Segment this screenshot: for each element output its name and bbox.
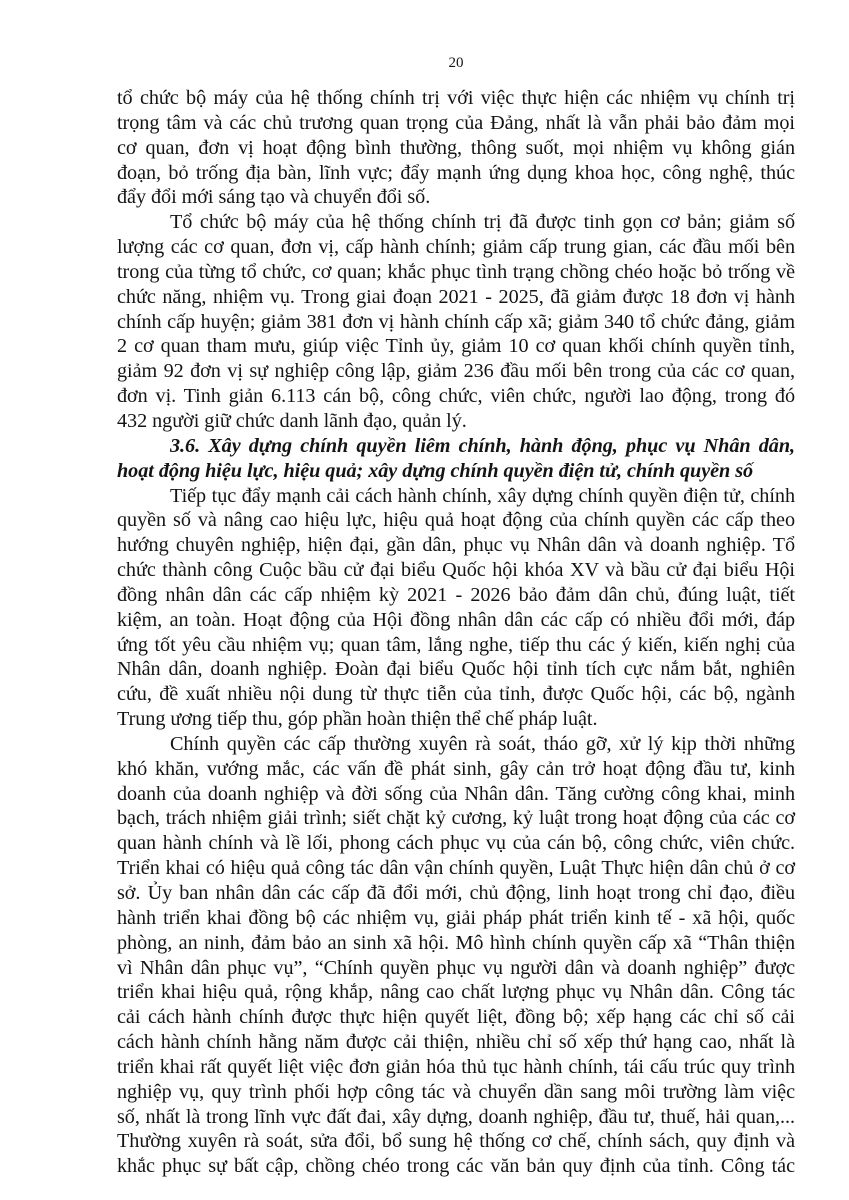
body-paragraph [117, 210, 795, 434]
text-line: ứng tốt yêu cầu nhiệm vụ; quan tâm, lắng nghe, tiếp thu các ý kiến, kiến nghị của [117, 633, 795, 656]
text-line: phòng, an ninh, đảm bảo an sinh xã hội. Mô hình chính quyền cấp xã “Thân thiện [117, 931, 795, 954]
text-line: nghiệp vụ, quy trình phối hợp công tác và chuyển dần sang môi trường làm việc [117, 1080, 795, 1103]
document-body [117, 86, 795, 1179]
body-paragraph [117, 484, 795, 732]
text-line: Thường xuyên rà soát, sửa đổi, bổ sung hệ thống cơ chế, chính sách, quy định và [117, 1130, 795, 1153]
text-line: Tiếp tục đẩy mạnh cải cách hành chính, xây dựng chính quyền điện tử, chính [170, 484, 795, 507]
text-line: tổ chức bộ máy của hệ thống chính trị với việc thực hiện các nhiệm vụ chính trị [117, 87, 795, 109]
text-line: vì Nhân dân phục vụ”, “Chính quyền phục vụ người dân và doanh nghiệp” được [117, 956, 795, 979]
text-line: sở. Ủy ban nhân dân các cấp đã đổi mới, chủ động, linh hoạt trong chỉ đạo, điều [117, 882, 795, 904]
text-line: Nhân dân, doanh nghiệp. Đoàn đại biểu Quốc hội tỉnh tích cực nắm bắt, nghiên [117, 658, 795, 681]
text-line: quan hành chính và lề lối, phong cách phục vụ của cán bộ, công chức, viên chức. [117, 832, 795, 855]
text-line: cứu, đề xuất nhiều nội dung từ thực tiễn của tỉnh, được Quốc hội, các bộ, ngành [117, 683, 795, 706]
text-line: trong của từng tổ chức, cơ quan; khắc phục tình trạng chồng chéo hoặc bỏ trống về [117, 260, 795, 283]
section-heading [117, 434, 795, 484]
text-line: 432 người giữ chức danh lãnh đạo, quản lý. [117, 409, 467, 432]
text-line: giảm 92 đơn vị sự nghiệp công lập, giảm 236 đầu mối bên trong của các cơ quan, [117, 360, 795, 383]
text-line: quyền số và nâng cao hiệu lực, hiệu quả hoạt động của chính quyền các cấp theo [117, 509, 795, 532]
page-number: 20 [448, 55, 464, 71]
text-line: triển khai rất quyết liệt việc đơn giản hóa thủ tục hành chính, tái cấu trúc quy trình [117, 1055, 795, 1078]
heading-line: 3.6. Xây dựng chính quyền liêm chính, hành động, phục vụ Nhân dân, [170, 434, 795, 457]
text-line: trọng tâm và các chủ trương quan trọng của Đảng, nhất là vẫn phải bảo đảm mọi [117, 111, 795, 134]
text-line: Triển khai có hiệu quả công tác dân vận chính quyền, Luật Thực hiện dân chủ ở cơ [117, 857, 795, 880]
text-line: lượng các cơ quan, đơn vị, cấp hành chính; giảm cấp trung gian, các đầu mối bên [117, 236, 795, 259]
text-line: số, nhất là trong lĩnh vực đất đai, xây dựng, doanh nghiệp, đầu tư, thuế, hải quan,... [117, 1105, 795, 1128]
text-line: Trung ương tiếp thu, góp phần hoàn thiện thể chế pháp luật. [117, 708, 598, 731]
body-paragraph [117, 86, 795, 210]
text-line: đoạn, bỏ trống địa bàn, lĩnh vực; đẩy mạnh ứng dụng khoa học, công nghệ, thúc [117, 161, 795, 184]
text-line: chính cấp huyện; giảm 381 đơn vị hành chính cấp xã; giảm 340 tổ chức đảng, giảm [117, 310, 795, 333]
text-line: khó khăn, vướng mắc, các vấn đề phát sinh, gây cản trở hoạt động đầu tư, kinh [117, 757, 795, 780]
text-line: 2 cơ quan tham mưu, giúp việc Tỉnh ủy, giảm 10 cơ quan khối chính quyền tỉnh, [117, 335, 795, 358]
text-line: cách hành chính hằng năm được cải thiện, nhiều chỉ số xếp thứ hạng cao, nhất là [117, 1031, 795, 1054]
text-line: cơ quan, đơn vị hoạt động bình thường, thông suốt, mọi nhiệm vụ không gián [117, 136, 795, 159]
text-line: cải cách hành chính được thực hiện quyết liệt, đồng bộ; xếp hạng các chỉ số cải [117, 1006, 795, 1029]
text-line: đơn vị. Tinh giản 6.113 cán bộ, công chức, viên chức, người lao động, trong đó [117, 385, 795, 408]
text-line: hướng chuyên nghiệp, hiện đại, gần dân, phục vụ Nhân dân và doanh nghiệp. Tổ [117, 534, 795, 557]
text-line: chức thành công Cuộc bầu cử đại biểu Quốc hội khóa XV và bầu cử đại biểu Hội [117, 559, 795, 582]
text-line: đẩy đổi mới sáng tạo và chuyển đổi số. [117, 186, 431, 209]
text-line: hành triển khai đồng bộ các nhiệm vụ, giải pháp phát triển kinh tế - xã hội, quốc [117, 906, 795, 929]
text-line: khắc phục sự bất cập, chồng chéo trong các văn bản quy định của tỉnh. Công tác [117, 1155, 795, 1178]
heading-line: hoạt động hiệu lực, hiệu quả; xây dựng chính quyền điện tử, chính quyền số [117, 459, 754, 482]
text-line: kiệm, an toàn. Hoạt động của Hội đồng nhân dân các cấp có nhiều đổi mới, đáp [117, 608, 795, 631]
body-paragraph [117, 732, 795, 1179]
text-line: chức năng, nhiệm vụ. Trong giai đoạn 2021 - 2025, đã giảm được 18 đơn vị hành [117, 285, 795, 308]
text-line: Tổ chức bộ máy của hệ thống chính trị đã được tinh gọn cơ bản; giảm số [170, 211, 795, 234]
text-line: đồng nhân dân các cấp nhiệm kỳ 2021 - 2026 bảo đảm dân chủ, đúng luật, tiết [117, 583, 795, 606]
text-line: bạch, trách nhiệm giải trình; siết chặt kỷ cương, kỷ luật trong hoạt động của các cơ [117, 807, 795, 830]
text-line: doanh của doanh nghiệp và đời sống của Nhân dân. Tăng cường công khai, minh [117, 782, 795, 805]
text-line: triển khai hiệu quả, rộng khắp, nâng cao chất lượng phục vụ Nhân dân. Công tác [117, 981, 795, 1004]
text-line: Chính quyền các cấp thường xuyên rà soát, tháo gỡ, xử lý kịp thời những [170, 732, 795, 755]
